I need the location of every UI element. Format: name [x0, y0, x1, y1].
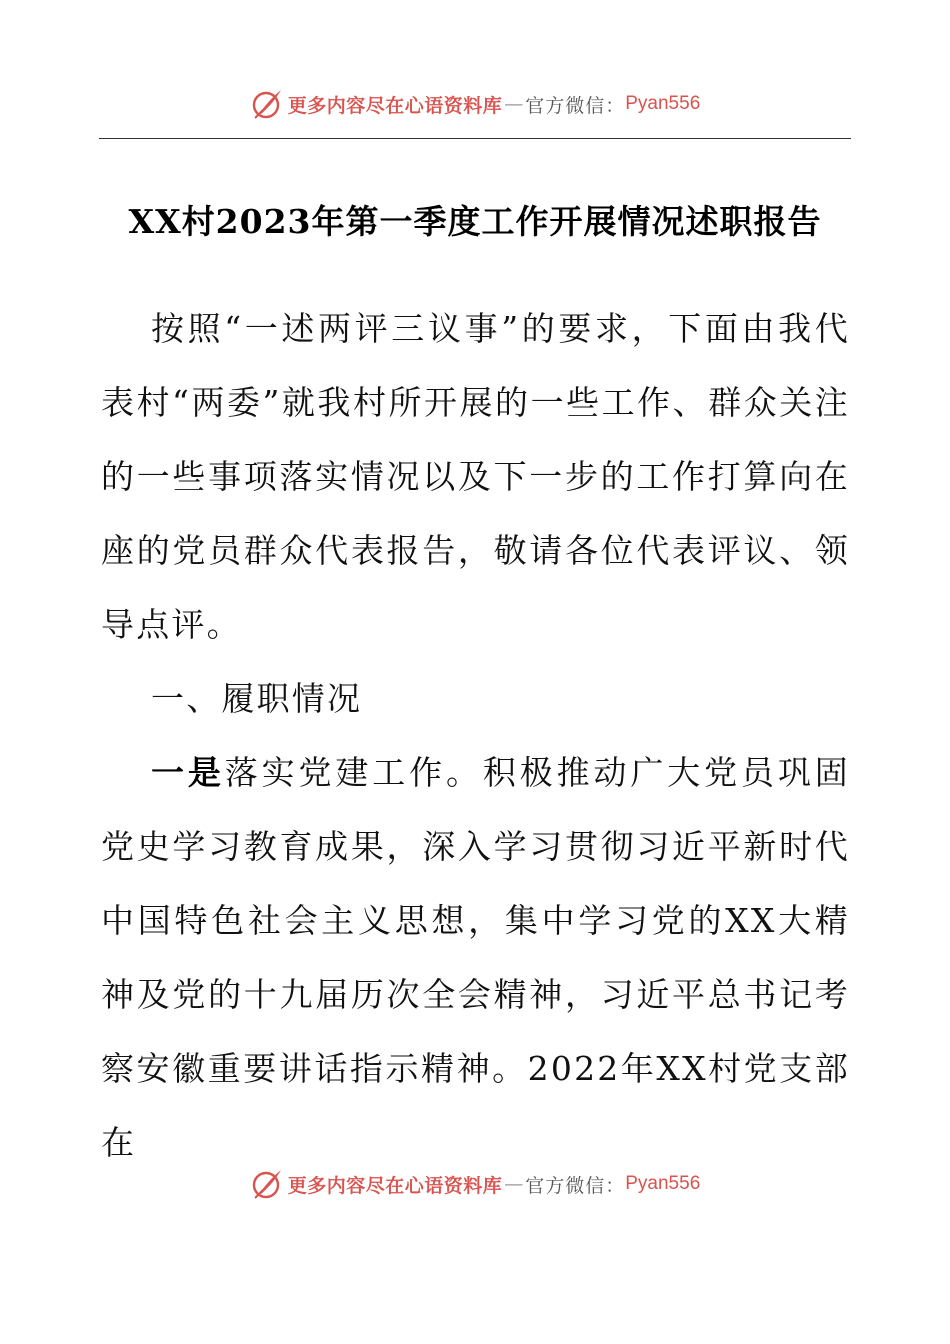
- intro-paragraph: 按照“一述两评三议事”的要求，下面由我代表村“两委”就我村所开展的一些工作、群众关注的一些事项落实情况以及下一步的工作打算向在座的党员群众代表报告，敬请各位代表评议、领导点评。: [101, 309, 850, 644]
- footer-watermark: [0, 1164, 950, 1204]
- watermark-wechat-id: Pyan556: [625, 93, 701, 114]
- section-heading: 一、履职情况: [151, 679, 363, 718]
- item-lead: 一是: [151, 753, 225, 792]
- watermark-text: 更多内容尽在心语资料库: [287, 94, 503, 117]
- quill-logo-icon: [250, 87, 284, 121]
- watermark-wechat-id: Pyan556: [625, 1173, 701, 1194]
- header-watermark: [0, 84, 950, 124]
- watermark-wechat-label: 官方微信：: [525, 94, 626, 117]
- document-title: XX村2023年第一季度工作开展情况述职报告: [128, 202, 822, 241]
- item-paragraph: [101, 736, 850, 1180]
- quill-logo-icon: [250, 1167, 284, 1201]
- watermark-dash: —: [504, 93, 524, 115]
- watermark-wechat-label: 官方微信：: [525, 1174, 626, 1197]
- header-divider: [99, 138, 851, 139]
- document-body: [101, 292, 850, 1180]
- watermark-dash: —: [504, 1173, 524, 1195]
- watermark-text: 更多内容尽在心语资料库: [287, 1174, 503, 1197]
- item-text: 落实党建工作。积极推动广大党员巩固党史学习教育成果，深入学习贯彻习近平新时代中国特色社会主义思想，集中学习党的XX大精神及党的十九届历次全会精神，习近平总书记考察安徽重要讲话指示精神。2022年XX村党支部在: [101, 753, 850, 1162]
